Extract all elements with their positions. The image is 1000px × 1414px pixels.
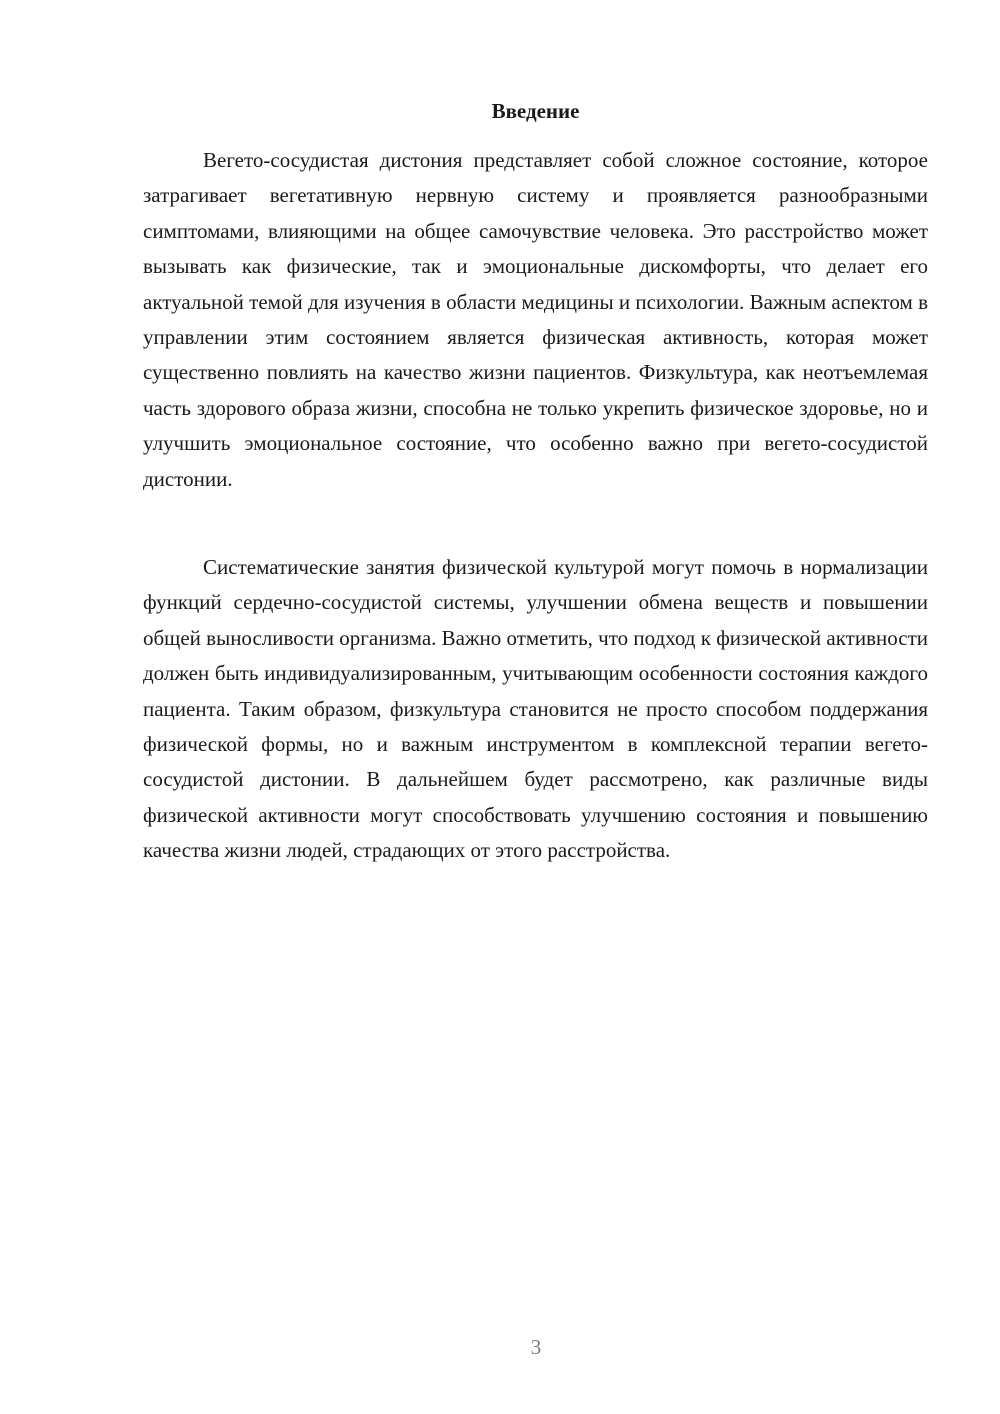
page-number: 3 bbox=[530, 1335, 542, 1359]
paragraph-intro: Вегето-сосудистая дистония представляет собой сложное состояние, которое затрагивает вегетативную нервную систему и проявляется разнообразными симптомами, влияющими на общее самочувствие человека. Это расстройство может вызывать как физические, так и эмоциональные дискомфорты, что делает его актуальной темой для изучения в области медицины и психологии. Важным аспектом в управлении этим состоянием является физическая активность, которая может существенно повлиять на качество жизни пациентов. Физкультура, как неотъемлемая часть здорового образа жизни, способна не только укрепить физическое здоровье, но и улучшить эмоциональное состояние, что особенно важно при вегето-сосудистой дистонии. bbox=[143, 148, 928, 491]
paragraph-physical-activity: Систематические занятия физической культурой могут помочь в нормализации функций сердечно-сосудистой системы, улучшении обмена веществ и повышении общей выносливости организма. Важно отметить, что подход к физической активности должен быть индивидуализированным, учитывающим особенности состояния каждого пациента. Таким образом, физкультура становится не просто способом поддержания физической формы, но и важным инструментом в комплексной терапии вегето-сосудистой дистонии. В дальнейшем будет рассмотрено, как различные виды физической активности могут способствовать улучшению состояния и повышению качества жизни людей, страдающих от этого расстройства. bbox=[143, 555, 928, 863]
section-heading: Введение bbox=[491, 99, 580, 123]
